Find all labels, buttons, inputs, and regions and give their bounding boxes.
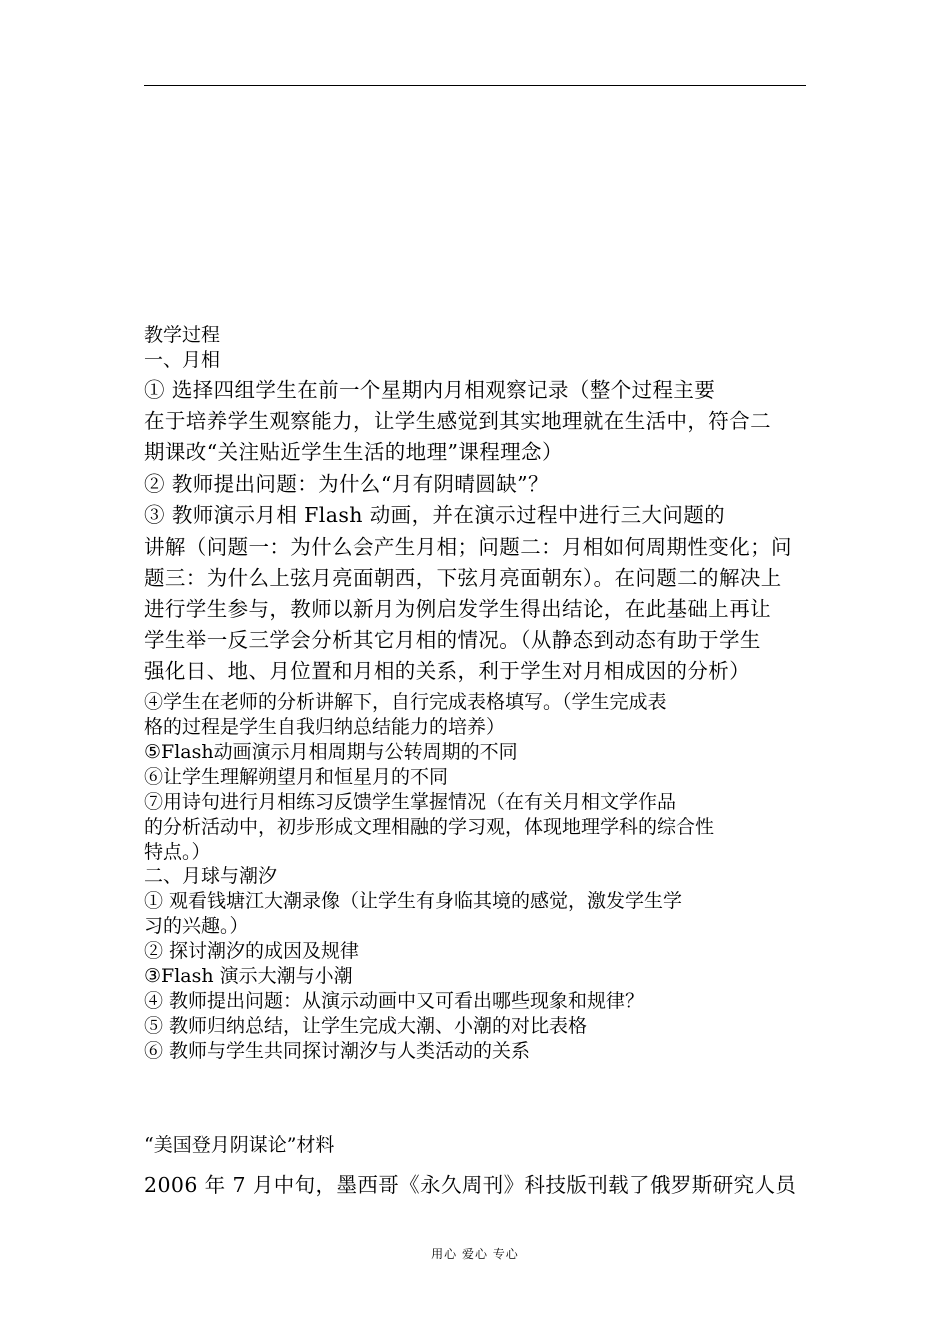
s1-item4-line2: 格的过程是学生自我归纳总结能力的培养）	[144, 716, 506, 738]
s1-item2: ② 教师提出问题：为什么“月有阴晴圆缺”？	[144, 472, 549, 496]
s1-item7-line2: 的分析活动中，初步形成文理相融的学习观，体现地理学科的综合性	[144, 816, 715, 838]
s2-item6: ⑥ 教师与学生共同探讨潮汐与人类活动的关系	[144, 1040, 531, 1062]
s2-item4: ④ 教师提出问题：从演示动画中又可看出哪些现象和规律？	[144, 990, 645, 1012]
page-footer: 用心 爱心 专心	[431, 1247, 519, 1261]
header-rule	[144, 85, 806, 86]
s1-item5: ⑤Flash动画演示月相周期与公转周期的不同	[144, 741, 518, 763]
s1-item1-line3: 期课改“关注贴近学生生活的地理”课程理念）	[144, 440, 563, 464]
s1-item3-line5: 学生举一反三学会分析其它月相的情况。（从静态到动态有助于学生	[144, 628, 761, 652]
s2-item1-line1: ① 观看钱塘江大潮录像（让学生有身临其境的感觉，激发学生学	[144, 890, 683, 912]
s2-item3: ③Flash 演示大潮与小潮	[144, 965, 353, 987]
s1-item3-line1: ③ 教师演示月相 Flash 动画，并在演示过程中进行三大问题的	[144, 503, 726, 527]
s1-item3-line6: 强化日、地、月位置和月相的关系，利于学生对月相成因的分析）	[144, 659, 751, 683]
s1-item3-line3: 题三：为什么上弦月亮面朝西，下弦月亮面朝东）。在问题二的解决上	[144, 566, 782, 590]
s1-item3-line2: 讲解（问题一：为什么会产生月相；问题二：月相如何周期性变化；问	[144, 535, 792, 559]
s1-item4-line1: ④学生在老师的分析讲解下，自行完成表格填写。（学生完成表	[144, 691, 667, 713]
s2-item1-line2: 习的兴趣。）	[144, 915, 249, 937]
section-heading: 教学过程	[144, 324, 221, 346]
section1-title: 一、月相	[144, 349, 221, 371]
s2-item5: ⑤ 教师归纳总结，让学生完成大潮、小潮的对比表格	[144, 1015, 588, 1037]
s1-item7-line1: ⑦用诗句进行月相练习反馈学生掌握情况（在有关月相文学作品	[144, 791, 677, 813]
section2-title: 二、月球与潮汐	[144, 865, 278, 887]
s1-item6: ⑥让学生理解朔望月和恒星月的不同	[144, 766, 449, 788]
s2-item2: ② 探讨潮汐的成因及规律	[144, 940, 360, 962]
material-title: “美国登月阴谋论”材料	[144, 1134, 335, 1156]
s1-item3-line4: 进行学生参与，教师以新月为例启发学生得出结论，在此基础上再让	[144, 597, 771, 621]
s1-item1-line1: ① 选择四组学生在前一个星期内月相观察记录（整个过程主要	[144, 378, 716, 402]
s1-item7-line3: 特点。）	[144, 841, 211, 863]
material-line1: 2006 年 7 月中旬，墨西哥《永久周刊》科技版刊载了俄罗斯研究人员	[144, 1173, 797, 1197]
s1-item1-line2: 在于培养学生观察能力，让学生感觉到其实地理就在生活中，符合二	[144, 409, 771, 433]
